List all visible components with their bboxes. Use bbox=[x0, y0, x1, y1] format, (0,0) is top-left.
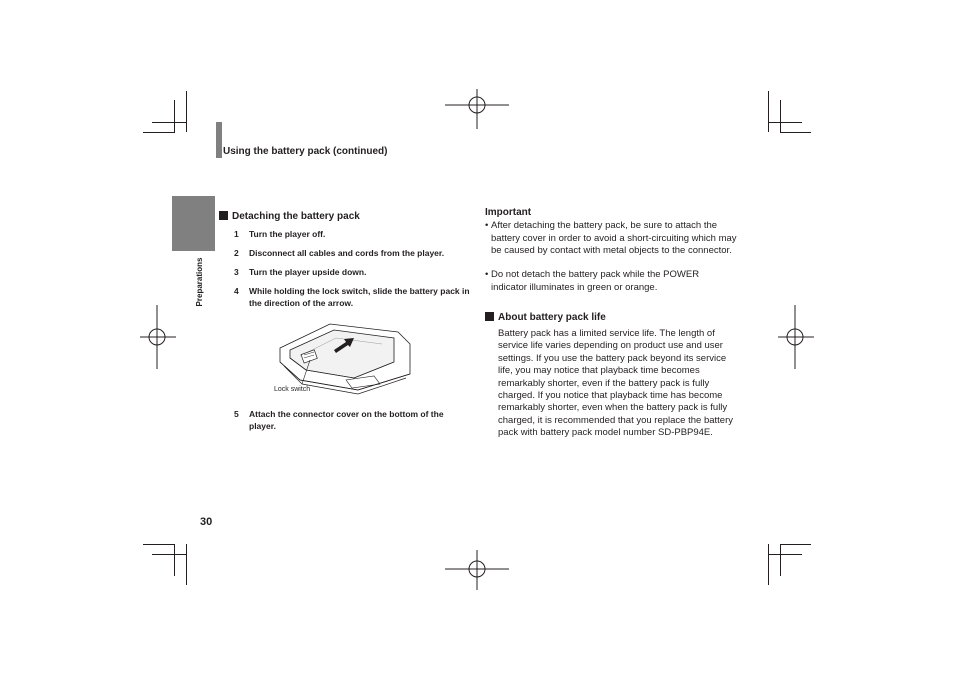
heading-square-icon bbox=[219, 211, 228, 220]
battery-life-heading: About battery pack life bbox=[485, 312, 606, 323]
crop-mark-bottom-right-v bbox=[768, 544, 769, 585]
step-2: 2 Disconnect all cables and cords from the player. bbox=[234, 248, 445, 258]
step-4: 4 While holding the lock switch, slide the battery pack in the direction of the arrow. bbox=[234, 286, 470, 308]
section-tab-label: Preparations bbox=[195, 257, 204, 307]
header-accent-bar bbox=[216, 122, 222, 158]
crop-mark-top-left-h bbox=[143, 132, 175, 133]
important-bullet-1: • After detaching the battery pack, be sure to attach the battery cover in order to avoid a short-circuiting which may be caused by contact with metal objects to the connector. bbox=[485, 220, 737, 256]
registration-mark-bottom bbox=[445, 550, 509, 590]
crop-mark-top-right-h2 bbox=[768, 122, 802, 123]
step-3: 3 Turn the player upside down. bbox=[234, 267, 367, 277]
crop-mark-bottom-left-h2 bbox=[152, 554, 187, 555]
important-bullet-2: • Do not detach the battery pack while the POWER indicator illuminates in green or orange. bbox=[485, 269, 700, 293]
battery-life-text: Battery pack has a limited service life. The length of service life varies depending on product use and user settings. If you use the battery pack beyond its service life, you may notice that playback time becomes remarkably shorter, even if the battery pack is fully charged. If you notice that playback time has become remarkably shorter, even when the battery pack is fully charged, it is recommended that you replace the battery pack with battery pack model number SD-PBP94E. bbox=[498, 328, 733, 439]
step-5: 5 Attach the connector cover on the bottom of the player. bbox=[234, 409, 444, 431]
detaching-heading: Detaching the battery pack bbox=[219, 211, 360, 222]
crop-mark-top-right-h bbox=[780, 132, 811, 133]
registration-mark-top bbox=[445, 89, 509, 129]
page-number: 30 bbox=[200, 516, 213, 528]
step-1: 1 Turn the player off. bbox=[234, 229, 326, 239]
crop-mark-bottom-right-h bbox=[780, 544, 811, 545]
registration-mark-right bbox=[778, 305, 814, 369]
crop-mark-top-left-v bbox=[186, 91, 187, 132]
crop-mark-bottom-right-h2 bbox=[768, 554, 802, 555]
crop-mark-bottom-left-v2 bbox=[174, 544, 175, 576]
lock-switch-label: Lock switch bbox=[274, 386, 311, 393]
page-header-title: Using the battery pack (continued) bbox=[223, 146, 388, 157]
heading-square-icon bbox=[485, 312, 494, 321]
section-tab bbox=[172, 196, 215, 251]
crop-mark-top-left-v2 bbox=[174, 100, 175, 132]
crop-mark-top-left-h2 bbox=[152, 122, 187, 123]
crop-mark-top-right-v2 bbox=[780, 100, 781, 132]
important-heading: Important bbox=[485, 207, 532, 218]
crop-mark-bottom-left-v bbox=[186, 544, 187, 585]
crop-mark-bottom-left-h bbox=[143, 544, 175, 545]
crop-mark-bottom-right-v2 bbox=[780, 544, 781, 576]
registration-mark-left bbox=[140, 305, 176, 369]
crop-mark-top-right-v bbox=[768, 91, 769, 132]
